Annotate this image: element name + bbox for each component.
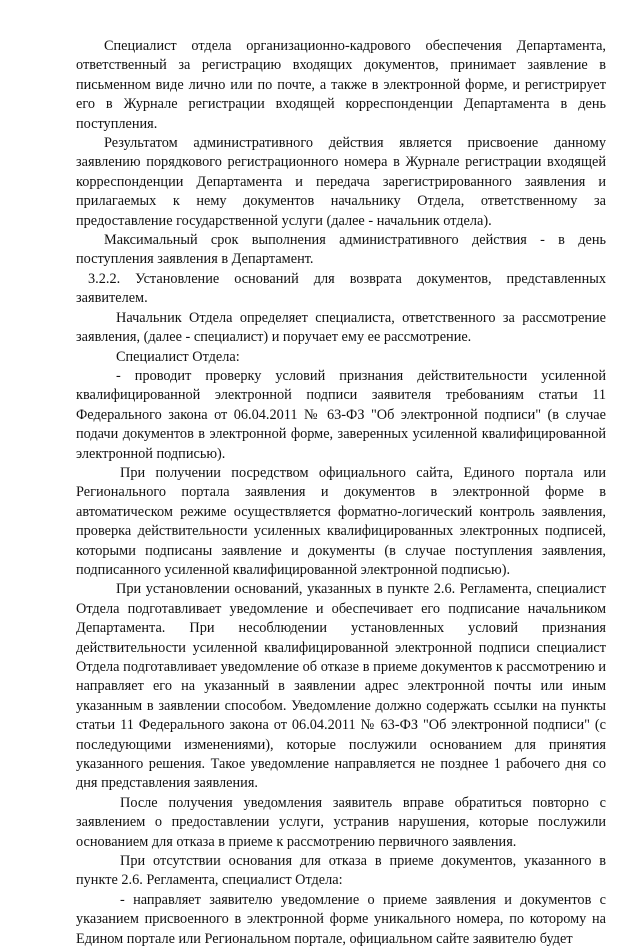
paragraph-repeat-application: После получения уведомления заявитель вправе обратиться повторно с заявлением о предоставлении услуги, устранив нарушения, которые послужили основанием для отказа в приеме к рассмотрению первичного заявления. [76,794,606,850]
paragraph-grounds-notification: При установлении оснований, указанных в пункте 2.6. Регламента, специалист Отдела подготавливает уведомление и обеспечивает его подписание начальником Департамента. При несоблюдении установленных условий признания действительности усиленной квалифицированной электронной подписи специалист Отдела подготавливает уведомление об отказе в приеме документов к рассмотрению и направляет его на указанный в заявлении адрес электронной почты или иным указанным в заявлении способом. Уведомление должно содержать ссылки на пункты статьи 11 Федерального закона от 06.04.2011 № 63-ФЗ "Об электронной подписи" (с последующими изменениями), которые послужили основанием для принятия указанного решения. Такое уведомление направляется не позднее 1 рабочего дня со дня представления заявления. [76,581,606,792]
paragraph-administrative-result: Результатом административного действия является присвоение данному заявлению порядкового регистрационного номера в Журнале регистрации входящей корреспонденции Департамента и передача зарегистрированного заявления и прилагаемых к нему документов начальнику Отдела, ответственному за предоставление государственной услуги (далее - начальник отдела). [76,135,606,229]
paragraph-registration-intake: Специалист отдела организационно-кадрового обеспечения Департамента, ответственный за регистрацию входящих документов, принимает заявление в письменном виде лично или по почте, а также в электронной форме, и регистрирует его в Журнале регистрации входящей корреспонденции Департамента в день поступления. [76,38,606,132]
paragraph-head-assigns-specialist: Начальник Отдела определяет специалиста, ответственного за рассмотрение заявления, (далее - специалист) и поручает ему ее рассмотрение. [76,309,606,346]
paragraph-max-deadline: Максимальный срок выполнения административного действия - в день поступления заявления в Департамент. [76,232,606,268]
paragraph-portal-autocheck: При получении посредством официального сайта, Единого портала или Регионального портала заявления и документов в электронной форме в автоматическом режиме осуществляется форматно-логический контроль заявления, проверка действительности усиленных квалифицированных электронных подписей, которыми подписаны заявление и документы (в случае поступления заявления, подписанного усиленной квалифицированной электронной подписью). [76,464,606,578]
paragraph-specialist-label: Специалист Отдела: [116,348,240,365]
list-item-signature-check: - проводит проверку условий признания действительности усиленной квалифицированной электронной подписи заявителя требованиям статьи 11 Федерального закона от 06.04.2011 № 63-ФЗ "Об электронной подписи" (в случае подачи документов в электронной форме, заверенных усиленной квалифицированной электронной подписью). [76,367,606,462]
paragraph-no-refusal-grounds: При отсутствии основания для отказа в приеме документов, указанного в пункте 2.6. Регламента, специалист Отдела: [76,853,606,889]
section-heading-3-2-2: 3.2.2. Установление оснований для возврата документов, представленных заявителем. [76,270,606,307]
list-item-send-acceptance-notice: - направляет заявителю уведомление о приеме заявления и документов с указанием присвоенного в электронной форме уникального номера, по которому на Едином портале или Региональном портале, официальном сайте заявителю будет [76,891,606,947]
